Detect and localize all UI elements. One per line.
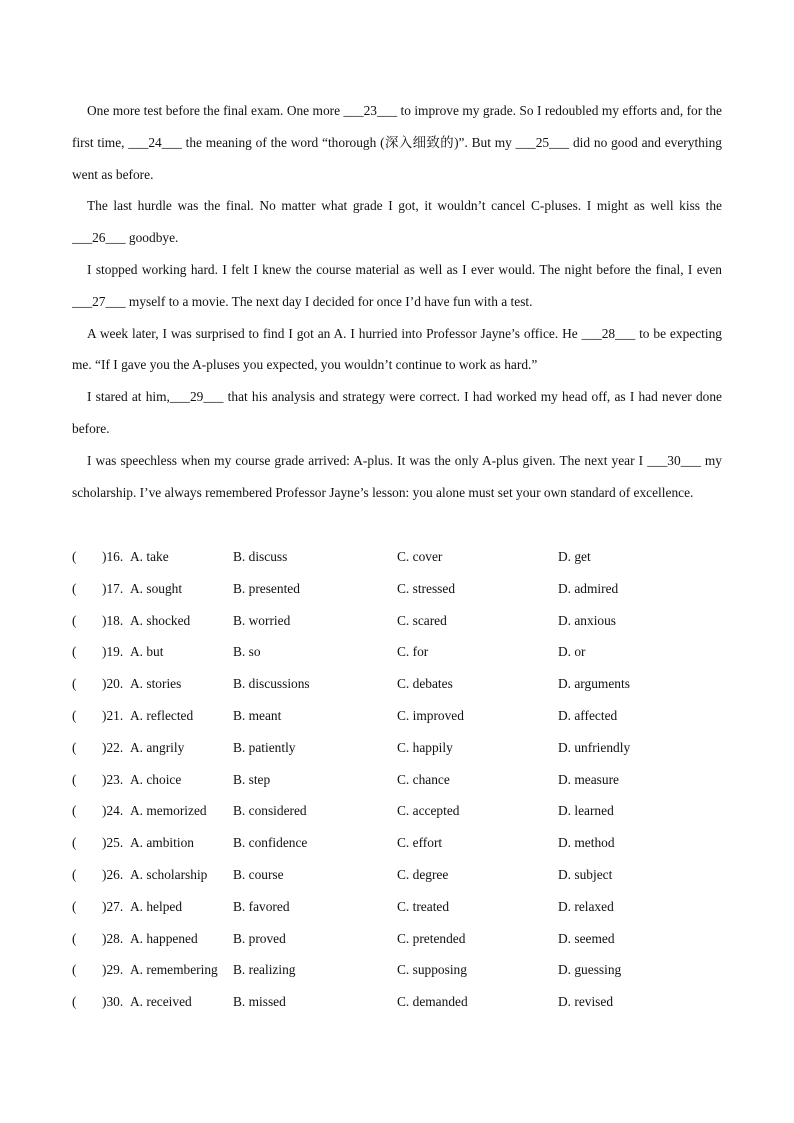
answer-blank: ( bbox=[72, 612, 77, 628]
option-b: B. missed bbox=[233, 994, 286, 1010]
option-a: A. reflected bbox=[130, 707, 194, 723]
question-row-25 bbox=[72, 827, 722, 859]
answer-blank: ( bbox=[72, 707, 77, 723]
option-d: D. anxious bbox=[558, 612, 617, 628]
answer-blank: ( bbox=[72, 739, 77, 755]
option-b: B. worried bbox=[233, 612, 291, 628]
option-c: C. pretended bbox=[397, 930, 466, 946]
passage-paragraph: I stopped working hard. I felt I knew the course material as well as I ever would. The night before the final, I even ___27___ myself to a movie. The next day I decided for once I’d have fun with a test. bbox=[72, 261, 722, 309]
option-a: A. helped bbox=[130, 898, 183, 914]
option-a: A. happened bbox=[130, 930, 198, 946]
option-b: B. step bbox=[233, 771, 271, 787]
answer-blank: ( bbox=[72, 803, 77, 819]
option-c: C. degree bbox=[397, 866, 449, 882]
option-d: D. revised bbox=[558, 994, 614, 1010]
question-number: )22. bbox=[102, 739, 124, 755]
option-c: C. treated bbox=[397, 898, 450, 914]
option-b: B. discuss bbox=[233, 549, 288, 564]
option-c: C. accepted bbox=[397, 803, 460, 819]
option-d: D. affected bbox=[558, 707, 618, 723]
option-c: C. cover bbox=[397, 549, 443, 564]
question-row-23 bbox=[72, 764, 722, 796]
option-b: B. considered bbox=[233, 803, 307, 819]
option-b: B. favored bbox=[233, 898, 290, 914]
question-row-20 bbox=[72, 668, 722, 700]
option-c: C. stressed bbox=[397, 580, 456, 596]
option-c: C. scared bbox=[397, 612, 447, 628]
question-number: )24. bbox=[102, 803, 124, 819]
passage-paragraph: I stared at him,___29___ that his analysis and strategy were correct. I had worked my head off, as I had never done before. bbox=[72, 389, 722, 436]
option-a: A. but bbox=[130, 644, 164, 660]
option-c: C. supposing bbox=[397, 962, 467, 978]
option-d: D. or bbox=[558, 644, 586, 660]
option-c: C. debates bbox=[397, 676, 453, 692]
answer-blank: ( bbox=[72, 549, 77, 564]
question-number: )21. bbox=[102, 707, 124, 723]
question-row-24 bbox=[72, 795, 722, 827]
option-c: C. improved bbox=[397, 707, 464, 723]
answer-blank: ( bbox=[72, 930, 77, 946]
option-d: D. arguments bbox=[558, 676, 630, 692]
answer-blank: ( bbox=[72, 676, 77, 692]
answer-blank: ( bbox=[72, 644, 77, 660]
option-c: C. chance bbox=[397, 771, 450, 787]
answer-blank: ( bbox=[72, 866, 77, 882]
question-row-21 bbox=[72, 700, 722, 732]
question-number: )23. bbox=[102, 771, 124, 787]
option-a: A. received bbox=[130, 994, 192, 1010]
reading-passage bbox=[72, 95, 722, 508]
question-number: )28. bbox=[102, 930, 124, 946]
question-number: )20. bbox=[102, 676, 124, 692]
option-d: D. unfriendly bbox=[558, 739, 631, 755]
passage-paragraph: The last hurdle was the final. No matter what grade I got, it wouldn’t cancel C-pluses. I might as well kiss the ___26___ goodbye. bbox=[72, 198, 722, 246]
option-d: D. seemed bbox=[558, 930, 615, 946]
question-row-28 bbox=[72, 923, 722, 955]
option-b: B. course bbox=[233, 866, 284, 882]
option-d: D. measure bbox=[558, 771, 619, 787]
option-a: A. remembering bbox=[130, 962, 218, 978]
question-number: )30. bbox=[102, 994, 124, 1010]
passage-paragraph: One more test before the final exam. One more ___23___ to improve my grade. So I redoubled my efforts and, for the first time, ___24___ the meaning of the word “thorough (深入细致的)”. But my ___25___ did no good and everything went as before. bbox=[72, 103, 722, 182]
option-b: B. meant bbox=[233, 707, 282, 723]
passage-paragraph: I was speechless when my course grade arrived: A-plus. It was the only A-plus given. The next year I ___30___ my scholarship. I’ve always remembered Professor Jayne’s lesson: you alone must set your own standard of excellence. bbox=[72, 452, 722, 500]
option-c: C. effort bbox=[397, 835, 443, 851]
option-c: C. happily bbox=[397, 739, 453, 755]
answer-blank: ( bbox=[72, 898, 77, 914]
answer-blank: ( bbox=[72, 994, 77, 1010]
question-row-27 bbox=[72, 891, 722, 923]
question-row-19 bbox=[72, 636, 722, 668]
question-number: )25. bbox=[102, 835, 124, 851]
option-b: B. proved bbox=[233, 930, 286, 946]
question-number: )29. bbox=[102, 962, 124, 978]
option-d: D. subject bbox=[558, 866, 613, 882]
option-d: D. learned bbox=[558, 803, 614, 819]
question-number: )17. bbox=[102, 580, 124, 596]
option-d: D. get bbox=[558, 549, 591, 564]
answer-options-list bbox=[72, 541, 722, 1018]
answer-blank: ( bbox=[72, 771, 77, 787]
question-row-18 bbox=[72, 605, 722, 637]
question-row-29 bbox=[72, 954, 722, 986]
option-d: D. admired bbox=[558, 580, 619, 596]
passage-paragraph: A week later, I was surprised to find I got an A. I hurried into Professor Jayne’s office. He ___28___ to be expecting me. “If I gave you the A-pluses you expected, you wouldn’t continue to work as hard.” bbox=[72, 325, 722, 373]
option-c: C. for bbox=[397, 644, 429, 660]
option-a: A. stories bbox=[130, 676, 182, 692]
answer-blank: ( bbox=[72, 580, 77, 596]
question-number: )27. bbox=[102, 898, 124, 914]
question-row-22 bbox=[72, 732, 722, 764]
option-a: A. scholarship bbox=[130, 866, 208, 882]
option-c: C. demanded bbox=[397, 994, 468, 1010]
option-b: B. confidence bbox=[233, 835, 308, 851]
question-number: )16. bbox=[102, 549, 124, 564]
question-row-16 bbox=[72, 541, 722, 573]
question-row-17 bbox=[72, 573, 722, 605]
option-d: D. guessing bbox=[558, 962, 622, 978]
option-b: B. presented bbox=[233, 580, 300, 596]
question-number: )19. bbox=[102, 644, 124, 660]
option-a: A. take bbox=[130, 549, 169, 564]
question-row-26 bbox=[72, 859, 722, 891]
option-b: B. realizing bbox=[233, 962, 296, 978]
option-a: A. angrily bbox=[130, 739, 185, 755]
option-b: B. discussions bbox=[233, 676, 310, 692]
question-number: )26. bbox=[102, 866, 124, 882]
option-b: B. patiently bbox=[233, 739, 296, 755]
option-d: D. method bbox=[558, 835, 615, 851]
option-b: B. so bbox=[233, 644, 261, 660]
question-row-30 bbox=[72, 986, 722, 1018]
option-a: A. shocked bbox=[130, 612, 191, 628]
option-a: A. memorized bbox=[130, 803, 207, 819]
question-number: )18. bbox=[102, 612, 124, 628]
option-a: A. sought bbox=[130, 580, 183, 596]
answer-blank: ( bbox=[72, 962, 77, 978]
answer-blank: ( bbox=[72, 835, 77, 851]
option-d: D. relaxed bbox=[558, 898, 614, 914]
option-a: A. ambition bbox=[130, 835, 194, 851]
option-a: A. choice bbox=[130, 771, 182, 787]
